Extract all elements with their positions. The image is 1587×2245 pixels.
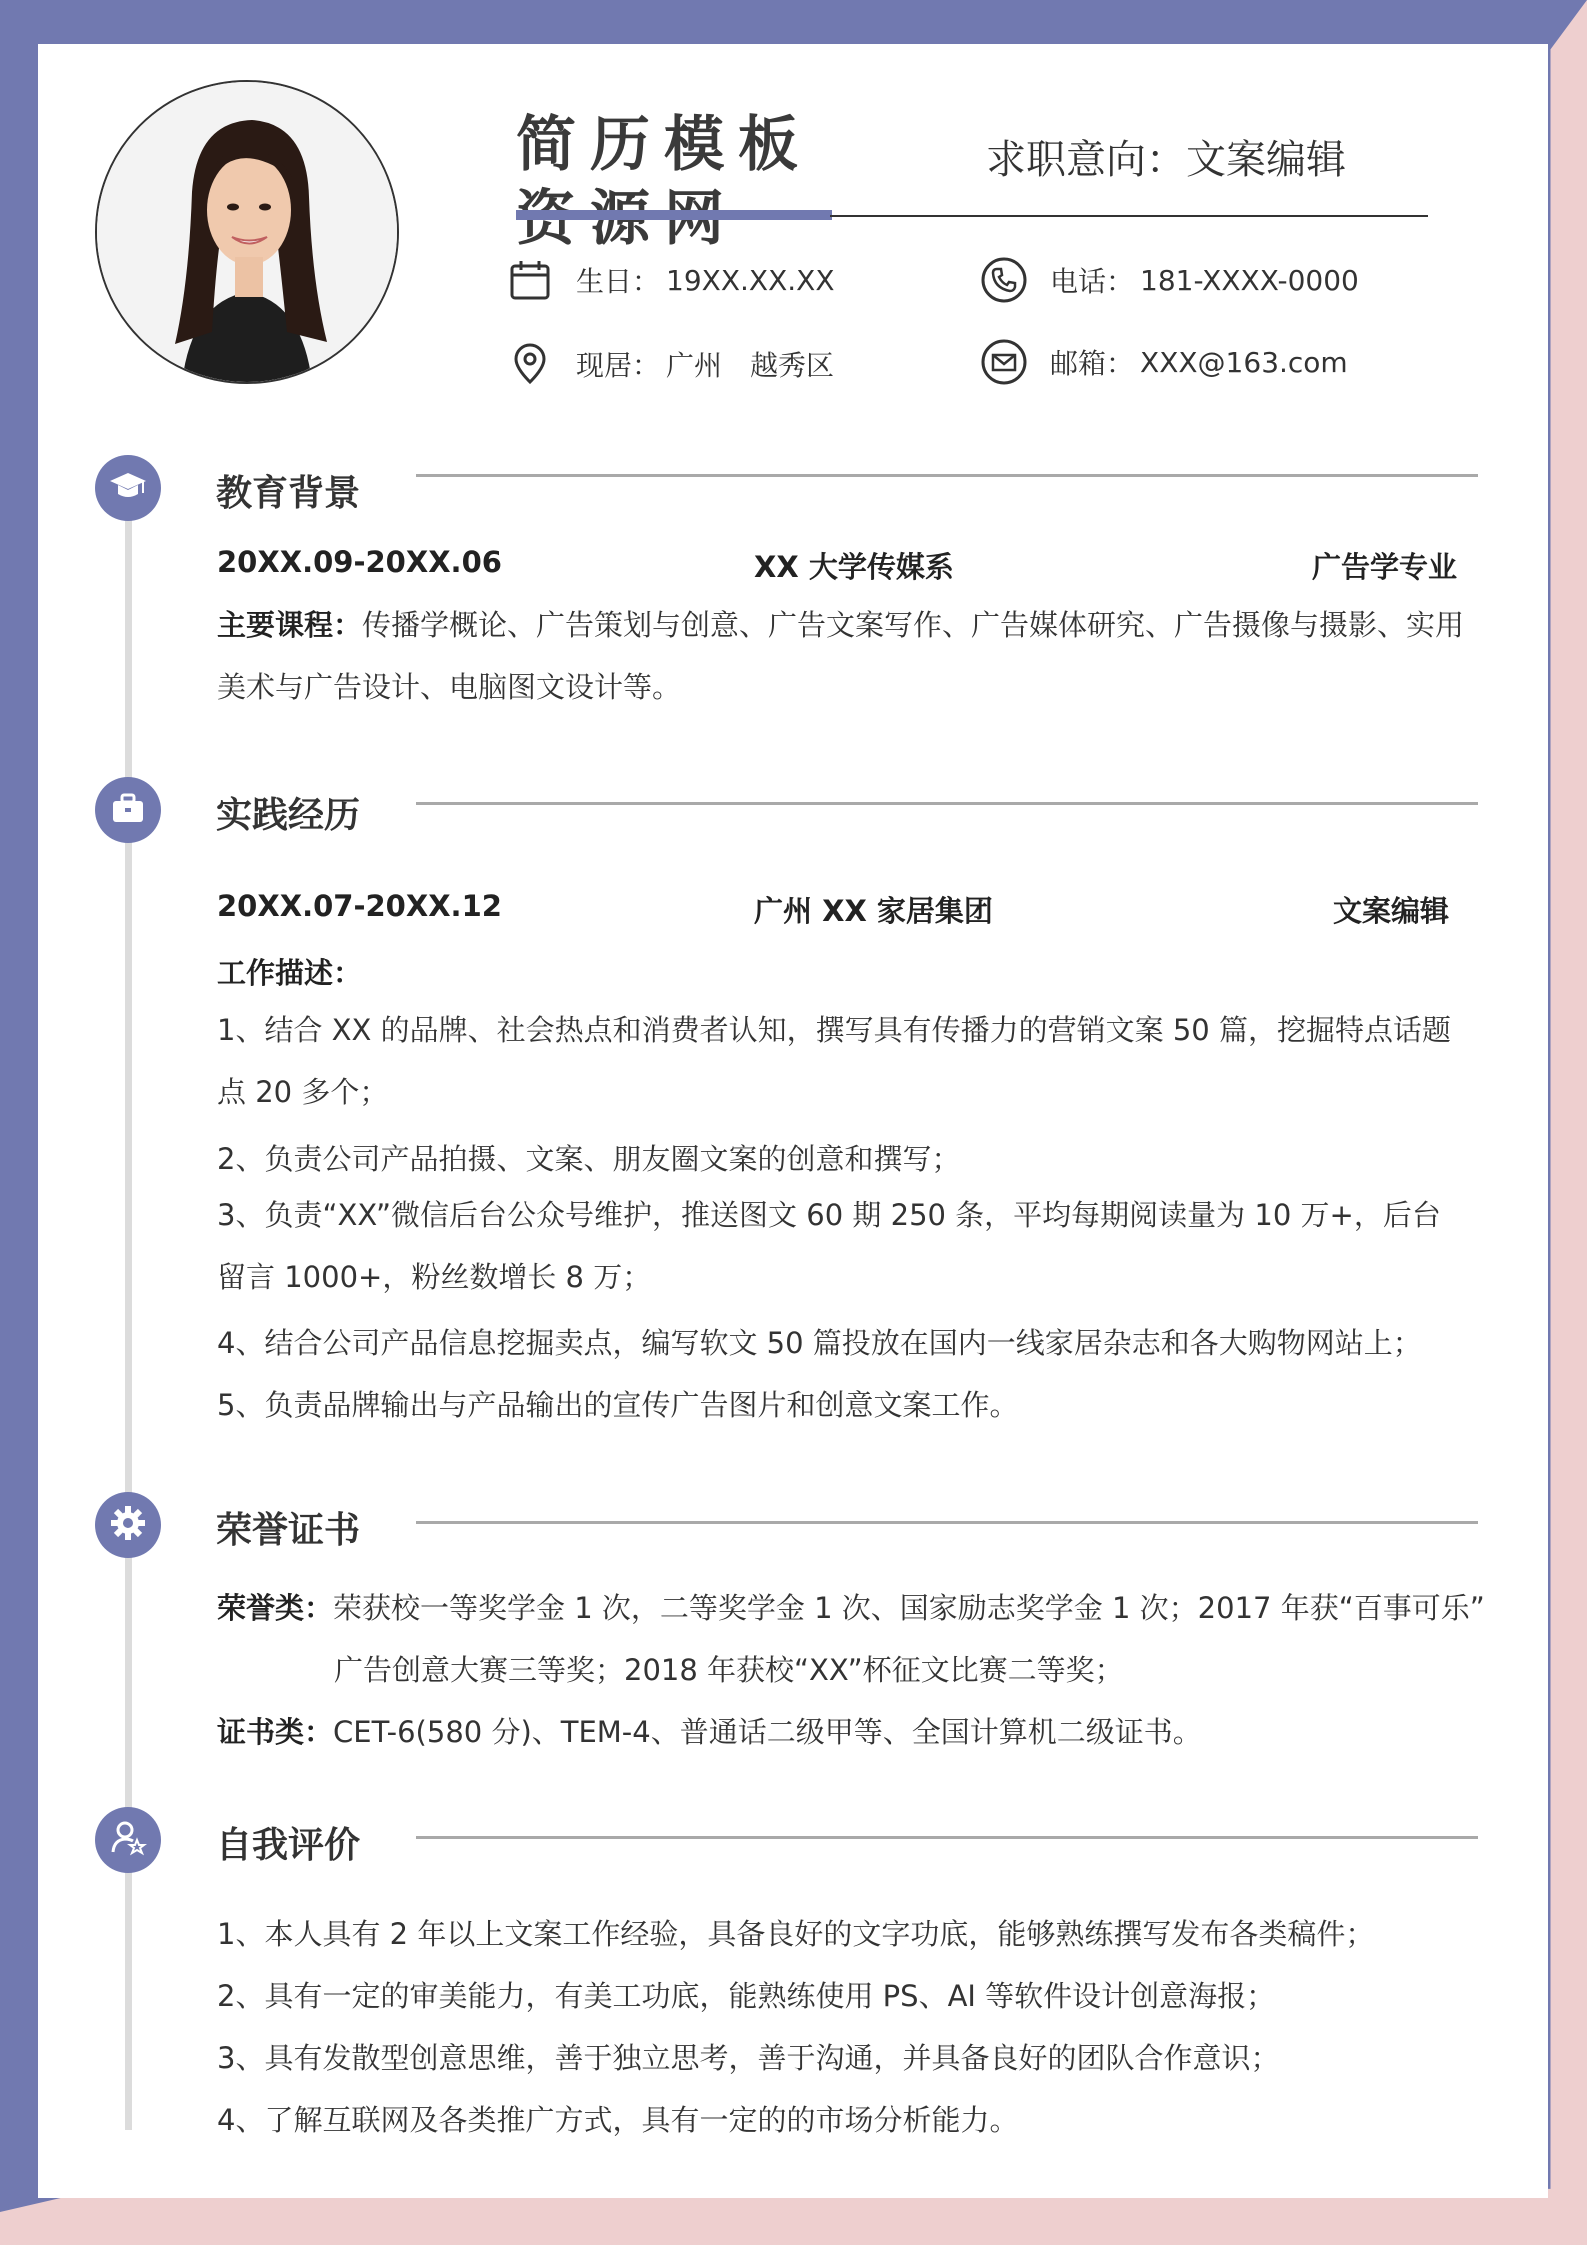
- cert-label: 证书类：: [217, 1715, 334, 1749]
- job-intent: [986, 128, 1346, 185]
- self-eval-item-4: 4、了解互联网及各类推广方式，具有一定的的市场分析能力。: [217, 2103, 1019, 2137]
- education-major: 广告学专业: [1311, 550, 1457, 584]
- title-rule: [830, 215, 1428, 217]
- experience-item-2: 2、负责公司产品拍摄、文案、朋友圈文案的创意和撰写；: [217, 1142, 961, 1176]
- resume-title-block: [516, 108, 836, 256]
- self-eval-item-1: 1、本人具有 2 年以上文案工作经验，具备良好的文字功底，能够熟练撰写发布各类稿件；: [217, 1917, 1375, 1951]
- gear-icon: [108, 1503, 148, 1547]
- experience-role: 文案编辑: [1332, 894, 1449, 928]
- background-pink-bottom: [0, 2190, 1587, 2245]
- briefcase-icon: [109, 789, 147, 831]
- education-period: 20XX.09-20XX.06: [217, 545, 502, 579]
- avatar: [95, 80, 399, 384]
- experience-title: 实践经历: [216, 795, 361, 836]
- email-value: XXX@163.com: [1140, 345, 1348, 379]
- home-value: 广州 越秀区: [666, 349, 835, 382]
- education-rule: [416, 474, 1478, 477]
- mail-icon: [980, 338, 1028, 386]
- honors-section-icon: [95, 1492, 161, 1558]
- honor-text-1: 荣获校一等奖学金 1 次，二等奖学金 1 次、国家励志奖学金 1 次；2017 年获“百事可乐”: [333, 1591, 1485, 1625]
- honors-title: 荣誉证书: [216, 1510, 361, 1551]
- info-email: [980, 338, 1348, 386]
- work-desc-label: 工作描述：: [217, 956, 363, 990]
- birth-label: 生日：: [576, 265, 661, 298]
- honors-rule: [416, 1521, 1478, 1524]
- birth-value: 19XX.XX.XX: [666, 263, 835, 297]
- self-eval-item-2: 2、具有一定的审美能力，有美工功底，能熟练使用 PS、AI 等软件设计创意海报；: [217, 1979, 1276, 2013]
- experience-period: 20XX.07-20XX.12: [217, 889, 502, 923]
- experience-item-5: 5、负责品牌输出与产品输出的宣传广告图片和创意文案工作。: [217, 1388, 1019, 1422]
- cert-line: [217, 1710, 1202, 1751]
- graduation-cap-icon: [108, 466, 148, 510]
- experience-item-3: 3、负责“XX”微信后台公众号维护，推送图文 60 期 250 条，平均每期阅读量为 10 万+，后台留言 1000+，粉丝数增长 8 万；: [217, 1198, 1441, 1294]
- title-accent-bar: [516, 210, 832, 220]
- experience-item-4: 4、结合公司产品信息挖掘卖点，编写软文 50 篇投放在国内一线家居杂志和各大购物网站上；: [217, 1326, 1422, 1360]
- job-intent-value: 文案编辑: [1186, 137, 1346, 183]
- courses-text: 传播学概论、广告策划与创意、广告文案写作、广告媒体研究、广告摄像与摄影、实用美术与广告设计、电脑图文设计等。: [217, 608, 1465, 704]
- phone-label: 电话：: [1050, 265, 1135, 298]
- home-label: 现居：: [576, 349, 661, 382]
- resume-title: 简历模板: [516, 110, 812, 180]
- education-courses: [217, 594, 1467, 718]
- honor-line-1: [217, 1586, 1485, 1627]
- courses-label: 主要课程：: [217, 608, 363, 642]
- self-eval-rule: [416, 1836, 1478, 1839]
- education-section-icon: [95, 455, 161, 521]
- info-home: [506, 340, 834, 388]
- email-label: 邮箱：: [1050, 347, 1135, 380]
- user-star-icon: [108, 1818, 148, 1862]
- experience-section-icon: [95, 777, 161, 843]
- honor-label: 荣誉类：: [217, 1591, 334, 1625]
- education-title: 教育背景: [216, 473, 361, 514]
- self-eval-section-icon: [95, 1807, 161, 1873]
- timeline-line: [125, 490, 132, 2130]
- experience-item-1: 1、结合 XX 的品牌、社会热点和消费者认知，撰写具有传播力的营销文案 50 篇，挖掘特点话题点 20 多个；: [217, 1013, 1451, 1109]
- experience-company: 广州 XX 家居集团: [754, 894, 993, 928]
- location-icon: [506, 340, 554, 388]
- education-school: XX 大学传媒系: [754, 550, 954, 584]
- info-birth: [506, 256, 835, 304]
- experience-rule: [416, 802, 1478, 805]
- calendar-icon: [506, 256, 554, 304]
- phone-icon: [980, 256, 1028, 304]
- self-eval-item-3: 3、具有发散型创意思维，善于独立思考，善于沟通，并具备良好的团队合作意识；: [217, 2041, 1280, 2075]
- self-eval-title: 自我评价: [216, 1825, 361, 1866]
- phone-value: 181-XXXX-0000: [1140, 263, 1359, 297]
- job-intent-label: 求职意向：: [986, 137, 1186, 183]
- cert-text: CET-6(580 分)、TEM-4、普通话二级甲等、全国计算机二级证书。: [333, 1715, 1202, 1749]
- honor-line-2: 广告创意大赛三等奖；2018 年获校“XX”杯征文比赛二等奖；: [334, 1653, 1124, 1687]
- info-phone: [980, 256, 1359, 304]
